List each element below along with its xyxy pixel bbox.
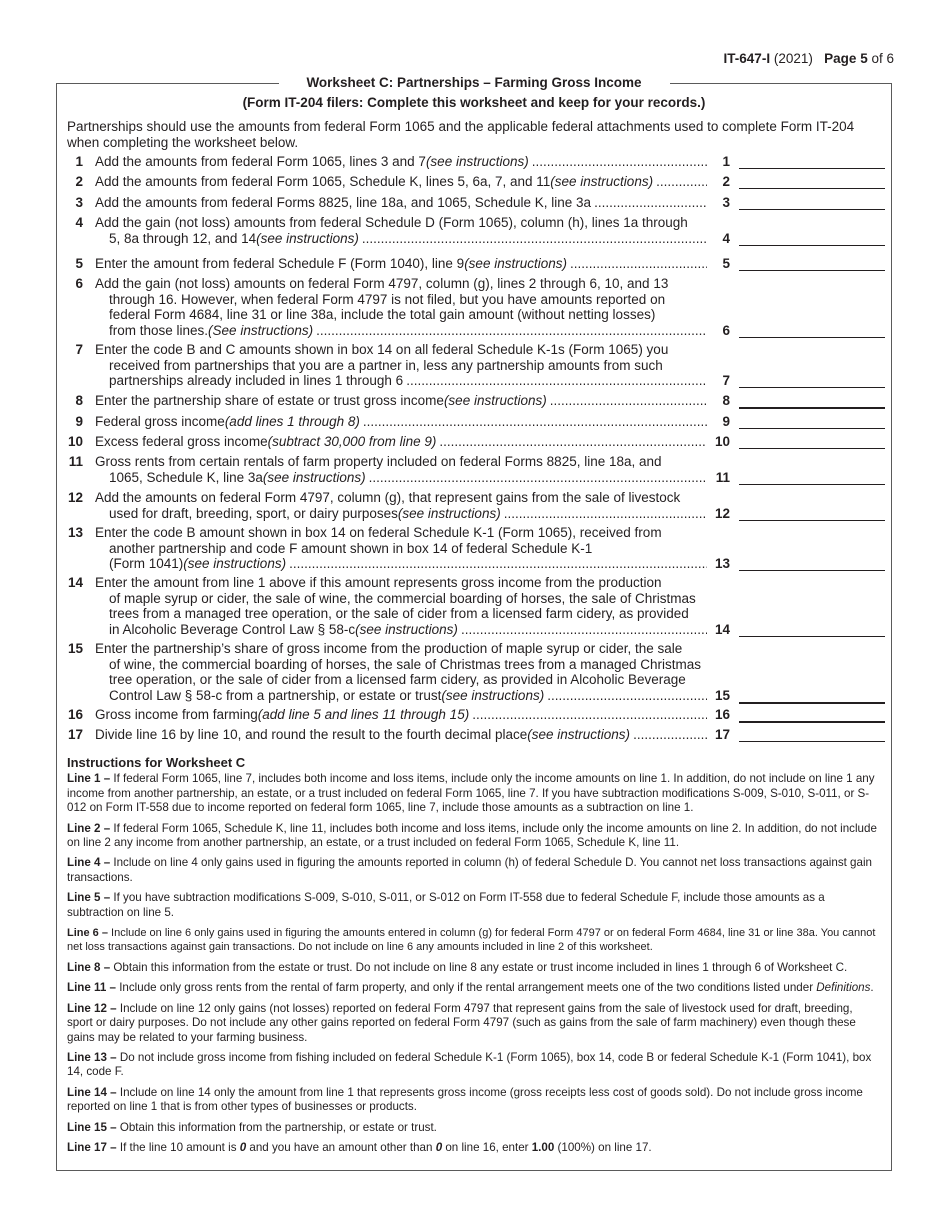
line-number: 4 bbox=[75, 215, 83, 230]
box-number: 8 bbox=[722, 393, 730, 408]
amount-field-line-14[interactable] bbox=[739, 622, 885, 637]
line-description: Excess federal gross income (subtract 30,000 from line 9) ..... bbox=[95, 434, 707, 450]
amount-field-line-11[interactable] bbox=[739, 470, 885, 485]
amount-field-line-13[interactable] bbox=[739, 556, 885, 571]
amount-field-line-10[interactable] bbox=[739, 434, 885, 449]
dot-leader bbox=[570, 256, 707, 272]
dot-leader bbox=[406, 373, 707, 389]
worksheet-subtitle: (Form IT-204 filers: Complete this worksheet and keep for your records.) bbox=[242, 95, 706, 110]
dot-leader bbox=[656, 174, 707, 190]
line-number: 12 bbox=[67, 490, 83, 505]
amount-field-line-7[interactable] bbox=[739, 373, 885, 388]
line-description: Add the amounts from federal Form 1065, lines 3 and 7 (see instructions) ..... bbox=[95, 154, 707, 170]
line-description: Gross rents from certain rentals of farm property included on federal Forms 8825, line 18a, and 1065, Schedule K, line 3a (see instructions) ..... bbox=[95, 454, 707, 485]
worksheet-title: Worksheet C: Partnerships – Farming Gross Income bbox=[306, 75, 642, 90]
line-number: 13 bbox=[67, 525, 83, 540]
line-number: 2 bbox=[75, 174, 83, 189]
line-number: 5 bbox=[75, 256, 83, 271]
instruction-item: Line 14 – Include on line 14 only the amount from line 1 that represents gross income (gross receipts less cost of goods sold). Do not include gross income reported on line 1 that is from other types of businesses or products. bbox=[67, 1085, 863, 1114]
box-number: 5 bbox=[722, 256, 730, 271]
box-number: 6 bbox=[722, 322, 730, 338]
line-description: Add the gain (not loss) amounts from federal Schedule D (Form 1065), column (h), lines 1a through 5, 8a through 12, and 14 (see instructions) ..... bbox=[95, 215, 707, 246]
box-number: 16 bbox=[714, 707, 730, 722]
line-description: Add the amounts from federal Form 1065, Schedule K, lines 5, 6a, 7, and 11 (see instructions) ..... bbox=[95, 174, 707, 190]
line-number: 8 bbox=[75, 393, 83, 408]
instructions-list bbox=[67, 772, 879, 1135]
line-description: Federal gross income (add lines 1 through 8) ..... bbox=[95, 414, 707, 430]
line-description: Add the amounts from federal Forms 8825, line 18a, and 1065, Schedule K, line 3a ..... bbox=[95, 195, 707, 211]
dot-leader bbox=[472, 707, 707, 723]
line-description: Enter the partnership share of estate or trust gross income (see instructions) ..... bbox=[95, 393, 707, 409]
line-description: Enter the amount from line 1 above if this amount represents gross income from the production of maple syrup or cider, the sale of wine, the commercial boarding of horses, the sale of Christmas trees from a managed tree operation, or the sale of cider from a licensed farm cidery, as provided in Alcoholic Beverage Control Law § 58-c (see instructions) ..... bbox=[95, 575, 707, 637]
instruction-item: Line 6 – Include on line 6 only gains used in figuring the amounts entered in column (g) for federal Form 4797 or on federal Form 4684, line 31 or line 38a. You cannot net loss transactions against gain transactions. Do not include on line 6 any amounts included in line 2 of this worksheet. bbox=[67, 927, 876, 954]
instruction-item: Line 4 – Include on line 4 only gains used in figuring the amounts reported in column (h) of federal Schedule D. You cannot net loss transactions against gain transactions. bbox=[67, 856, 872, 884]
instruction-item: Line 15 – Obtain this information from the partnership, or estate or trust. bbox=[67, 1120, 437, 1134]
instruction-item: Line 5 – If you have subtraction modifications S-009, S-010, S-011, or S-012 on Form IT-558 due to federal Schedule F, include those amounts as a subtraction on line 5. bbox=[67, 891, 825, 919]
dot-leader bbox=[369, 470, 707, 486]
page-number: 5 bbox=[860, 51, 868, 66]
instruction-item: Line 1 – If federal Form 1065, line 7, includes both income and loss items, include only the income amounts on line 1. In addition, do not include on line 1 any income from another partnership, an estate, or a trust included on federal Form 1065, line 7. If you have subtraction modifications S-009, S-010, S-011, or S-012 on Form IT-558 due to income reported on federal form 1065, line 7, include those amounts as a subtraction on line 1. bbox=[67, 772, 875, 815]
amount-field-line-3[interactable] bbox=[739, 195, 885, 210]
instruction-item: Line 12 – Include on line 12 only gains (not losses) reported on federal Form 4797 that represent gains from the sale of livestock used for draft, breeding, sport or dairy purposes. Do not include any other gains reported on federal Form 4797 (such as gains from the sale of farm machinery) even though these gains may be related to your farming business. bbox=[67, 1001, 856, 1044]
line-number: 16 bbox=[67, 707, 83, 722]
box-number: 3 bbox=[722, 195, 730, 210]
line-number: 9 bbox=[75, 414, 83, 429]
line-number: 14 bbox=[67, 575, 83, 590]
box-number: 1 bbox=[722, 154, 730, 169]
dot-leader bbox=[362, 231, 707, 247]
box-number: 17 bbox=[714, 727, 730, 742]
dot-leader bbox=[461, 622, 707, 638]
dot-leader bbox=[289, 556, 707, 572]
dot-leader bbox=[547, 688, 707, 704]
line-number: 15 bbox=[67, 641, 83, 656]
amount-field-line-12[interactable] bbox=[739, 506, 885, 521]
line-number: 17 bbox=[67, 727, 83, 742]
line-number: 11 bbox=[68, 454, 83, 469]
line-description: Add the gain (not loss) amounts on federal Form 4797, column (g), lines 2 through 6, 10, and 13 through 16. However, when federal Form 4797 is not filed, but you have amounts reported on federal Form 4684, line 31 or line 38a, include the total gain amount (without netting losses) from those lines. (See instructions) ..... bbox=[95, 276, 707, 338]
dot-leader bbox=[363, 414, 707, 430]
page-label: Page bbox=[824, 51, 857, 66]
amount-field-line-5[interactable] bbox=[739, 256, 885, 271]
amount-field-line-8[interactable] bbox=[739, 393, 885, 409]
box-number: 10 bbox=[714, 434, 730, 449]
worksheet-box bbox=[56, 75, 892, 1171]
box-number: 9 bbox=[722, 414, 730, 429]
line-number: 6 bbox=[75, 276, 83, 291]
line-number: 10 bbox=[67, 434, 83, 449]
line-number: 3 bbox=[75, 195, 83, 210]
line-description: Enter the code B amount shown in box 14 on federal Schedule K-1 (Form 1065), received from another partnership and code F amount shown in box 14 of federal Schedule K-1 (Form 1041) (see instructions) ..... bbox=[95, 525, 707, 572]
box-number: 14 bbox=[714, 621, 730, 637]
instructions-section bbox=[67, 756, 879, 1161]
instruction-line-17: Line 17 – If the line 10 amount is 0 and you have an amount other than 0 on line 16, enter 1.00 (100%) on line 17. bbox=[67, 1140, 652, 1154]
line-description: Enter the code B and C amounts shown in box 14 on all federal Schedule K-1s (Form 1065) you received from partnerships that you are a partner in, less any partnership amounts from such partnerships already included in lines 1 through 6 ..... bbox=[95, 342, 707, 389]
line-description: Add the amounts on federal Form 4797, column (g), that represent gains from the sale of livestock used for draft, breeding, sport, or dairy purposes (see instructions) ..... bbox=[95, 490, 707, 521]
instruction-item: Line 8 – Obtain this information from the estate or trust. Do not include on line 8 any estate or trust income included in lines 1 through 6 of Worksheet C. bbox=[67, 960, 848, 974]
amount-field-line-15[interactable] bbox=[739, 688, 885, 704]
line-number: 1 bbox=[75, 154, 83, 169]
amount-field-line-6[interactable] bbox=[739, 323, 885, 338]
dot-leader bbox=[532, 154, 707, 170]
box-number: 4 bbox=[722, 230, 730, 246]
line-description: Enter the amount from federal Schedule F (Form 1040), line 9 (see instructions) ..... bbox=[95, 256, 707, 272]
box-number: 13 bbox=[714, 556, 730, 571]
form-year: (2021) bbox=[773, 51, 813, 66]
dot-leader bbox=[594, 195, 707, 211]
box-number: 12 bbox=[714, 505, 730, 521]
line-description: Gross income from farming (add line 5 and lines 11 through 15) ..... bbox=[95, 707, 707, 723]
instructions-heading: Instructions for Worksheet C bbox=[67, 755, 246, 770]
instruction-item: Line 2 – If federal Form 1065, Schedule K, line 11, includes both income and loss items, include only the income amounts on line 2. In addition, do not include on line 2 any income from another partnership, an estate, or a trust included on federal Form 1065, Schedule K, line 11. bbox=[67, 821, 877, 850]
line-number: 7 bbox=[75, 342, 83, 357]
amount-field-line-1[interactable] bbox=[739, 154, 885, 169]
box-number: 2 bbox=[722, 174, 730, 189]
dot-leader bbox=[633, 727, 707, 743]
amount-field-line-2[interactable] bbox=[739, 174, 885, 189]
amount-field-line-4[interactable] bbox=[739, 231, 885, 246]
instruction-item: Line 11 – Include only gross rents from the rental of farm property, and only if the rental arrangement meets one of the two conditions listed under Definitions. bbox=[67, 981, 874, 995]
amount-field-line-17[interactable] bbox=[739, 727, 885, 742]
dot-leader bbox=[439, 434, 707, 450]
amount-field-line-16[interactable] bbox=[739, 707, 885, 723]
dot-leader bbox=[504, 506, 707, 522]
amount-field-line-9[interactable] bbox=[739, 414, 885, 429]
page-of: of 6 bbox=[871, 51, 894, 66]
dot-leader bbox=[550, 393, 707, 409]
line-description: Enter the partnership’s share of gross income from the production of maple syrup or cider, the sale of wine, the commercial boarding of horses, the sale of Christmas trees from a managed Christmas tree operation, or the sale of cider from a licensed farm cidery, as provided in Alcoholic Beverage Control Law § 58-c from a partnership, or estate or trust (see instructions) ..... bbox=[95, 641, 707, 703]
box-number: 7 bbox=[722, 373, 730, 388]
worksheet-intro: Partnerships should use the amounts from federal Form 1065 and the applicable federal attachments used to complete Form IT-204 when completing the worksheet below. bbox=[67, 119, 855, 150]
box-number: 15 bbox=[714, 687, 730, 703]
dot-leader bbox=[316, 323, 707, 339]
line-description: Divide line 16 by line 10, and round the result to the fourth decimal place (see instructions) ..... bbox=[95, 727, 707, 743]
page-header bbox=[724, 51, 894, 66]
instruction-item: Line 13 – Do not include gross income from fishing included on federal Schedule K-1 (Form 1065), box 14, code B or federal Schedule K-1 (Form 1041), box 14, code F. bbox=[67, 1050, 872, 1079]
form-id: IT-647-I bbox=[723, 51, 771, 66]
box-number: 11 bbox=[715, 469, 730, 485]
